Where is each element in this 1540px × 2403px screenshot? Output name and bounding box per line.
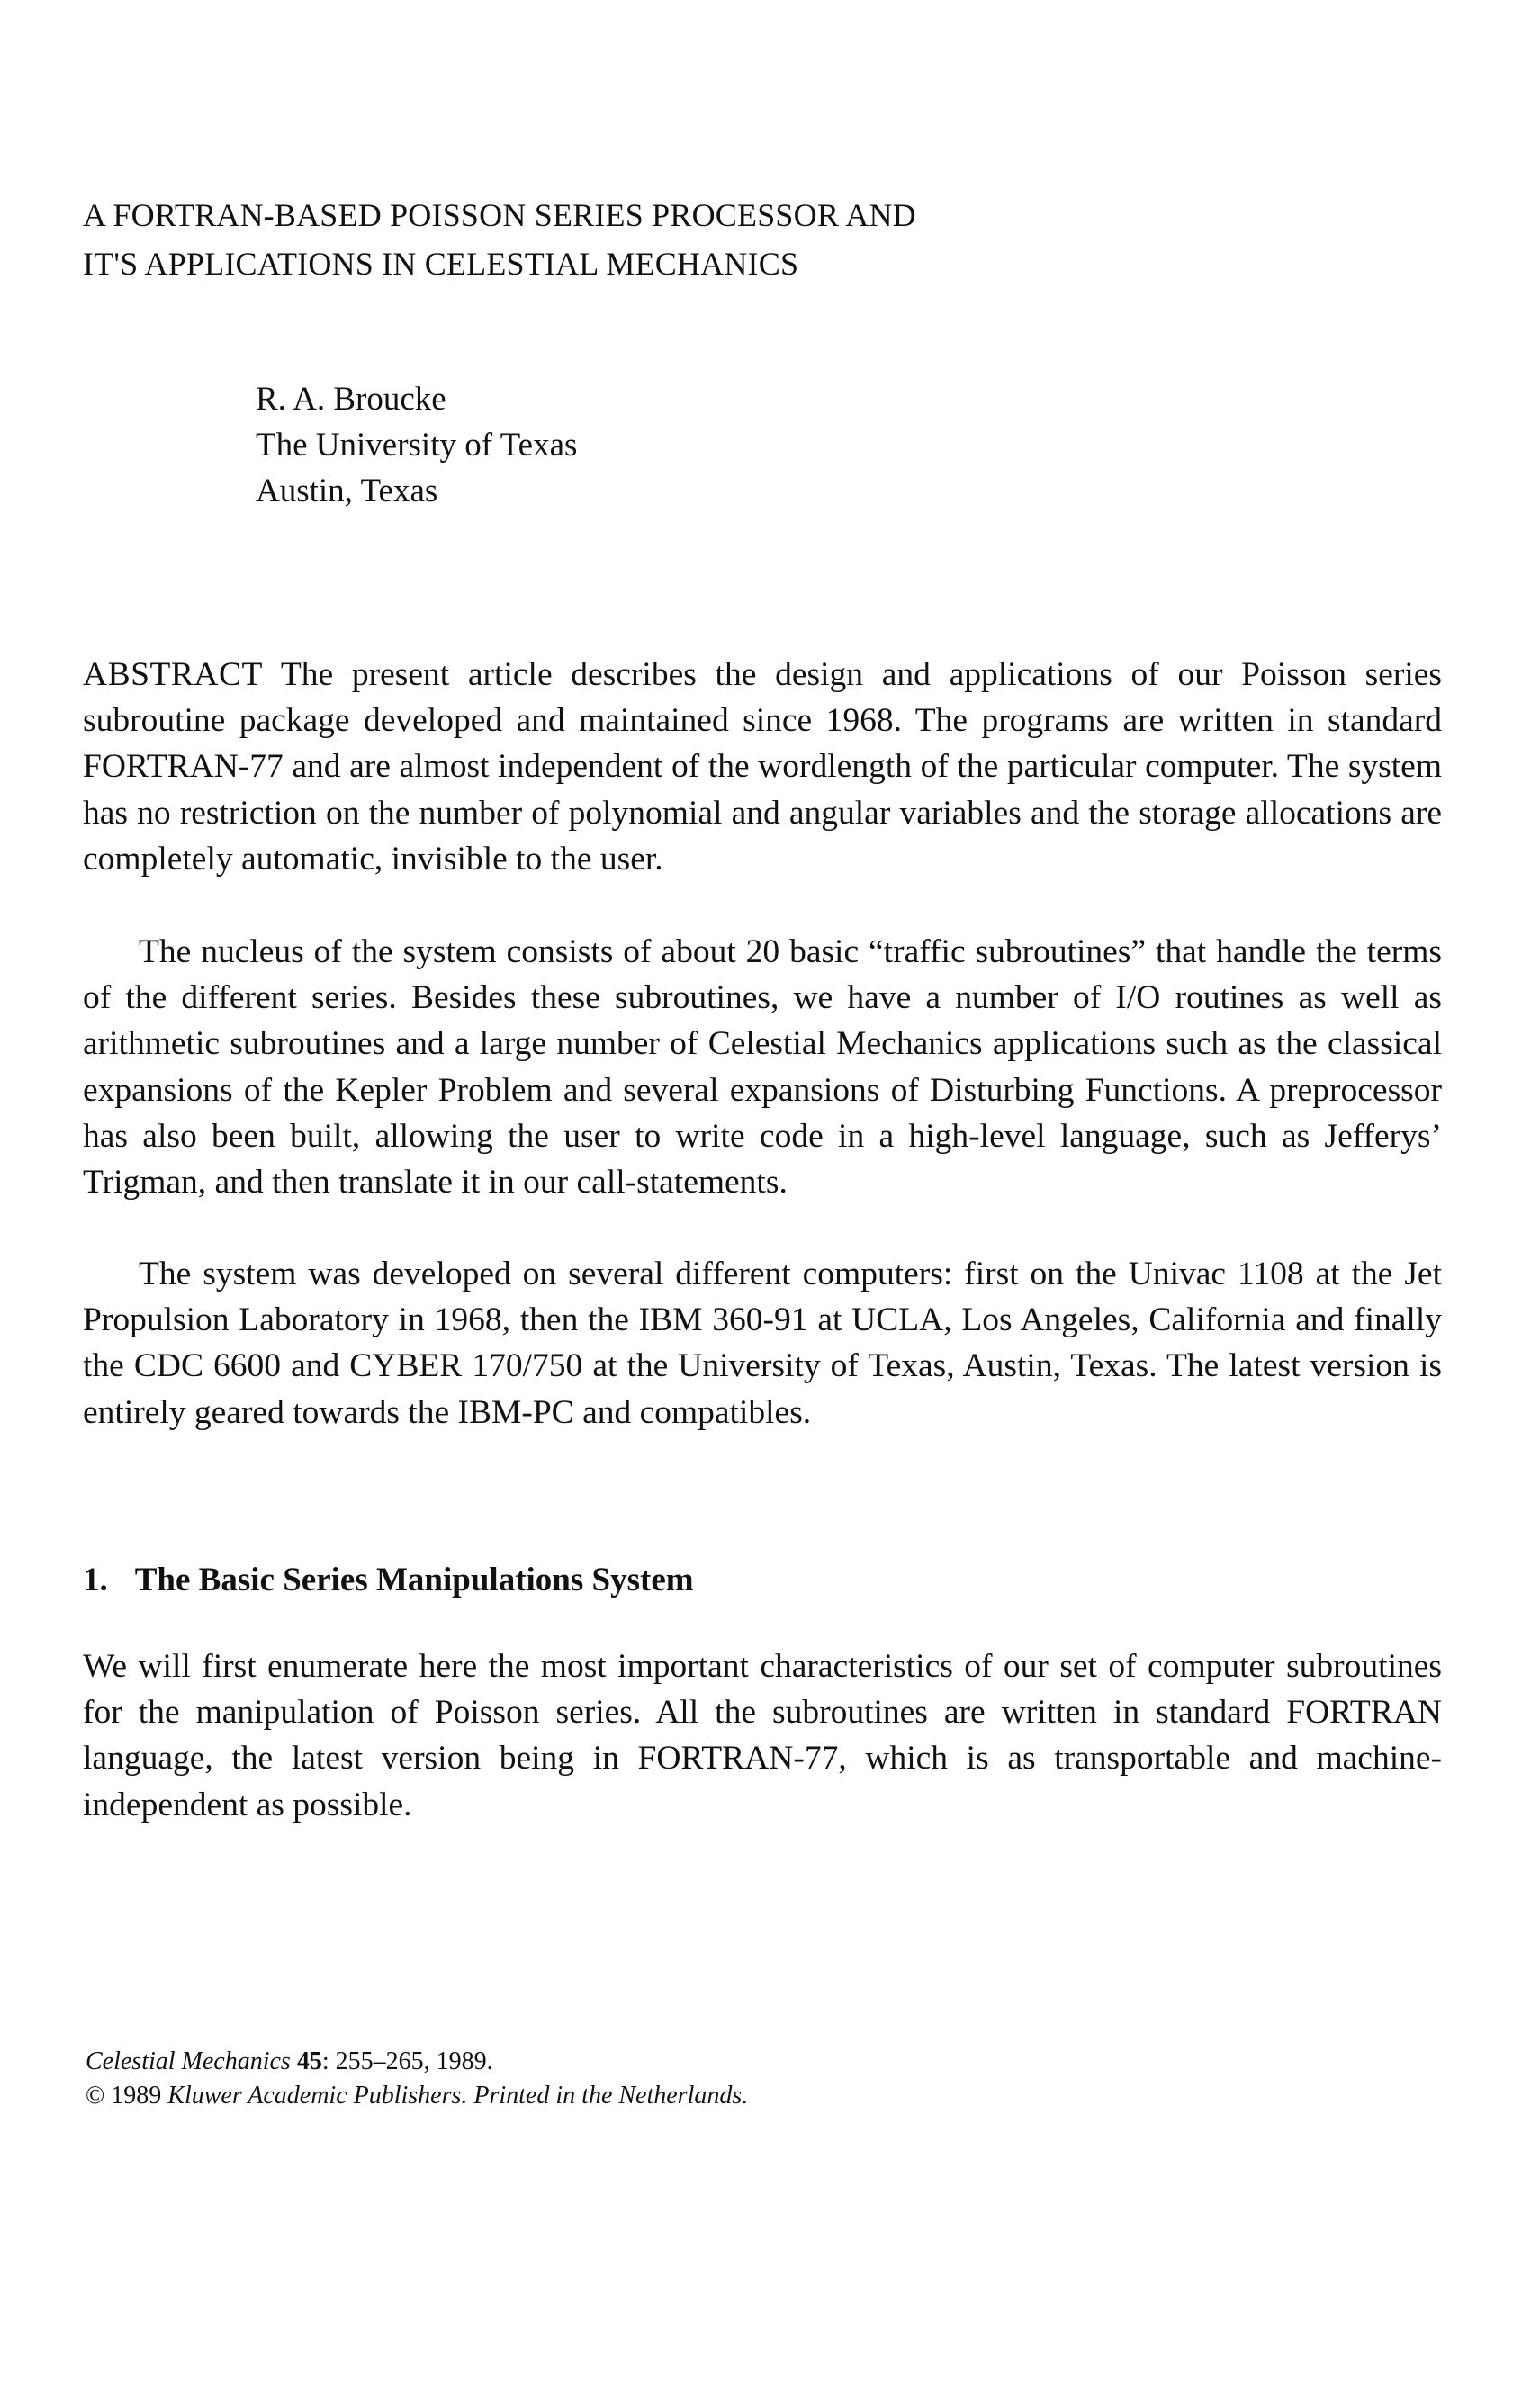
journal-volume: 45 [296, 2048, 322, 2075]
section-paragraph: We will first enumerate here the most important characteristics of our set of computer subroutines for the manipulation of Poisson series. All the subroutines are written in standard FORTRAN language, the latest version being in FORTRAN-77, which is as transportable and machine-independent as possible. [83, 1648, 1442, 1823]
abstract-paragraph [83, 652, 1442, 882]
author-location: Austin, Texas [256, 472, 438, 509]
paper-title [83, 191, 1388, 288]
abstract-paragraph-2: The nucleus of the system consists of about 20 basic “traffic subroutines” that handle the terms of the different series. Besides these subroutines, we have a number of I/O routines as well as arithmetic subroutines and a large number of Celestial Mechanics applications such as the classical expansions of the Kepler Problem and several expansions of Disturbing Functions. A preprocessor has also been built, allowing the user to write code in a high-level language, such as Jefferys’ Trigman, and then translate it in our call-statements. [83, 933, 1442, 1202]
author-affiliation: The University of Texas [256, 427, 578, 464]
pages-year: : 255–265, 1989. [321, 2048, 493, 2075]
abstract-paragraph-3: The system was developed on several different computers: first on the Univac 1108 at the Jet Propulsion Laboratory in 1968, then the IBM 360-91 at UCLA, Los Angeles, California and finally the CDC 6600 and CYBER 170/750 at the University of Texas, Austin, Texas. The latest version is entirely geared towards the IBM-PC and compatibles. [83, 1256, 1442, 1431]
section-number: 1. [83, 1562, 108, 1598]
abstract-text: The present article describes the design and applications of our Poisson series subroutine package developed and maintained since 1968. The programs are written in standard FORTRAN-77 and are almost independent of the wordlength of the particular computer. The system has no restriction on the number of polynomial and angular variables and the storage allocations are completely automatic, invisible to the user. [83, 656, 1442, 878]
publisher-text: Kluwer Academic Publishers. Printed in the Netherlands. [167, 2082, 749, 2110]
section-heading [83, 1561, 694, 1599]
author-name: R. A. Broucke [256, 381, 446, 418]
section-title: The Basic Series Manipulations System [134, 1562, 694, 1598]
footer-citation [86, 2045, 748, 2113]
journal-name: Celestial Mechanics [86, 2048, 291, 2075]
copyright-symbol-year: © 1989 [86, 2082, 162, 2110]
author-block [256, 376, 577, 514]
abstract-label: ABSTRACT [83, 656, 263, 693]
title-line-2: IT'S APPLICATIONS IN CELESTIAL MECHANICS [83, 246, 799, 282]
title-line-1: A FORTRAN-BASED POISSON SERIES PROCESSOR AND [83, 197, 916, 233]
copyright-line [86, 2079, 748, 2113]
citation-line [86, 2045, 748, 2079]
